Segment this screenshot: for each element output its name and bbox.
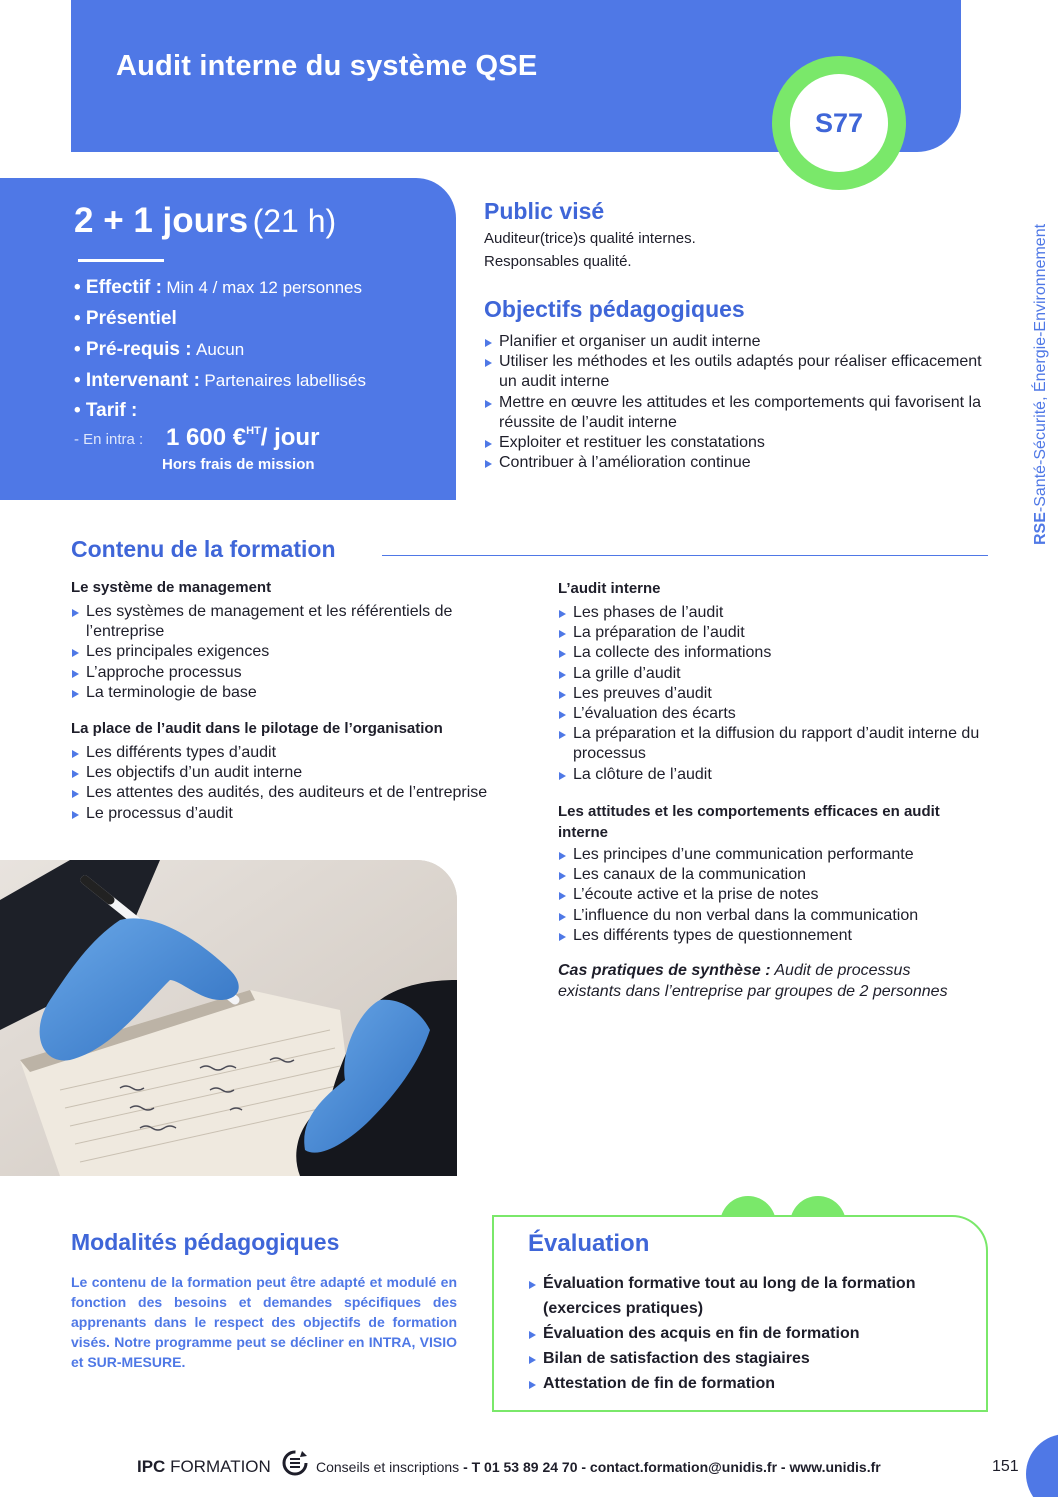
audit-photo (0, 860, 457, 1176)
evaluation-item: Évaluation des acquis en fin de formation (528, 1321, 968, 1346)
price-unit: / jour (260, 424, 320, 451)
page-number: 151 (992, 1458, 1019, 1475)
content-item: Les principales exigences (71, 642, 511, 662)
price-prefix: - En intra : (74, 431, 144, 448)
info-presentiel-label: • Présentiel (74, 308, 177, 329)
content-list (558, 845, 998, 946)
duration-underline (78, 259, 164, 262)
refresh-list-icon (280, 1448, 310, 1478)
category-side-label-rest: -Santé-Sécurité, Énergie-Environnement (1032, 223, 1049, 513)
content-item: La préparation de l’audit (558, 623, 988, 643)
content-item: Les différents types de questionnement (558, 926, 998, 946)
public-title: Public visé (484, 198, 605, 224)
content-item: La collecte des informations (558, 643, 988, 663)
info-presentiel (74, 308, 177, 330)
content-subheading: Le système de management (71, 579, 272, 596)
duration-hours: (21 h) (252, 203, 337, 239)
content-item: La terminologie de base (71, 683, 511, 703)
modalities-title: Modalités pédagogiques (71, 1229, 340, 1255)
info-prerequis-value: Aucun (195, 340, 245, 359)
category-side-label-bold: RSE (1032, 512, 1049, 545)
price-tax-suffix: HT (246, 425, 261, 437)
course-code: S77 (814, 108, 864, 138)
audit-photo-illustration (0, 860, 457, 1176)
footer-contact-label: Conseils et inscriptions (316, 1459, 460, 1475)
evaluation-item: Évaluation formative tout au long de la formation (exercices pratiques) (528, 1271, 968, 1321)
footer-brand-bold: IPC (137, 1457, 166, 1476)
objective-item: Exploiter et restituer les constatations (484, 433, 984, 453)
duration-days: 2 + 1 jours (74, 201, 249, 240)
info-prerequis (74, 339, 244, 361)
content-item: La préparation et la diffusion du rapport d’audit interne du processus (558, 724, 988, 764)
objective-item: Mettre en œuvre les attitudes et les comportements qui favorisent la réussite de l’audit interne (484, 393, 984, 433)
content-item: La grille d’audit (558, 664, 988, 684)
public-line: Responsables qualité. (484, 253, 632, 270)
content-item: L’écoute active et la prise de notes (558, 885, 998, 905)
content-item: L’approche processus (71, 663, 511, 683)
content-subheading: Les attitudes et les comportements efficaces en audit interne (558, 803, 940, 841)
objective-item: Planifier et organiser un audit interne (484, 332, 984, 352)
evaluation-title: Évaluation (528, 1230, 650, 1257)
content-item: Les principes d’une communication performante (558, 845, 998, 865)
content-item: Les preuves d’audit (558, 684, 988, 704)
info-effectif-key: • Effectif : (74, 277, 162, 298)
objective-item: Utiliser les méthodes et les outils adaptés pour réaliser efficacement un audit interne (484, 352, 984, 392)
case-study-note (558, 961, 978, 1002)
info-prerequis-key: • Pré-requis : (74, 339, 192, 360)
objectives-list (484, 332, 984, 473)
content-item: Les objectifs d’un audit interne (71, 763, 511, 783)
eval-decor-gap (776, 1217, 790, 1231)
category-side-label (1032, 224, 1050, 545)
footer-contact (316, 1459, 881, 1475)
modalities-text: Le contenu de la formation peut être adapté et modulé en fonction des besoins et demandes spécifiques des apprenants dans le respect des objectifs de formation visés. Notre programme peut se décliner en INTRA, VISIO et SUR-MESURE. (71, 1274, 457, 1370)
case-study-text: Audit de processus existants dans l’entreprise par groupes de 2 personnes (558, 962, 948, 1000)
info-tarif-key: • Tarif : (74, 400, 138, 421)
content-item: Le processus d’audit (71, 804, 511, 824)
content-subheading: L’audit interne (558, 580, 661, 597)
price-amount: 1 600 € (166, 424, 247, 451)
content-item: L’évaluation des écarts (558, 704, 988, 724)
evaluation-item: Attestation de fin de formation (528, 1371, 968, 1396)
info-effectif-value: Min 4 / max 12 personnes (166, 278, 362, 297)
info-intervenant-key: • Intervenant : (74, 370, 200, 391)
info-effectif (74, 277, 362, 299)
content-title: Contenu de la formation (71, 536, 336, 562)
content-subheading: La place de l’audit dans le pilotage de l’organisation (71, 720, 443, 737)
content-item: Les phases de l’audit (558, 603, 988, 623)
content-item: La clôture de l’audit (558, 765, 988, 785)
case-study-label: Cas pratiques de synthèse : (558, 962, 771, 979)
footer-brand (137, 1457, 271, 1477)
content-item: Les canaux de la communication (558, 865, 998, 885)
footer-contact-details[interactable]: - T 01 53 89 24 70 - contact.formation@unidis.fr - www.unidis.fr (463, 1459, 881, 1475)
evaluation-item: Bilan de satisfaction des stagiaires (528, 1346, 968, 1371)
content-list (558, 603, 988, 785)
info-tarif (74, 400, 137, 422)
corner-decor (1026, 1434, 1058, 1497)
info-intervenant (74, 370, 366, 392)
public-line: Auditeur(trice)s qualité internes. (484, 230, 696, 247)
content-list (71, 602, 511, 703)
objectives-title: Objectifs pédagogiques (484, 296, 745, 322)
content-item: Les différents types d’audit (71, 743, 511, 763)
content-item: Les systèmes de management et les référentiels de l’entreprise (71, 602, 511, 642)
content-title-rule (382, 555, 988, 556)
duration (74, 201, 336, 241)
footer-brand-rest: FORMATION (170, 1457, 271, 1476)
price-value (166, 424, 319, 452)
content-item: Les attentes des audités, des auditeurs et de l’entreprise (71, 783, 511, 803)
page-title: Audit interne du système QSE (116, 50, 538, 82)
content-list (71, 743, 511, 824)
content-item: L’influence du non verbal dans la communication (558, 906, 998, 926)
evaluation-list (528, 1271, 968, 1396)
objective-item: Contribuer à l’amélioration continue (484, 453, 984, 473)
info-intervenant-value: Partenaires labellisés (204, 371, 366, 390)
price-note: Hors frais de mission (162, 456, 315, 473)
